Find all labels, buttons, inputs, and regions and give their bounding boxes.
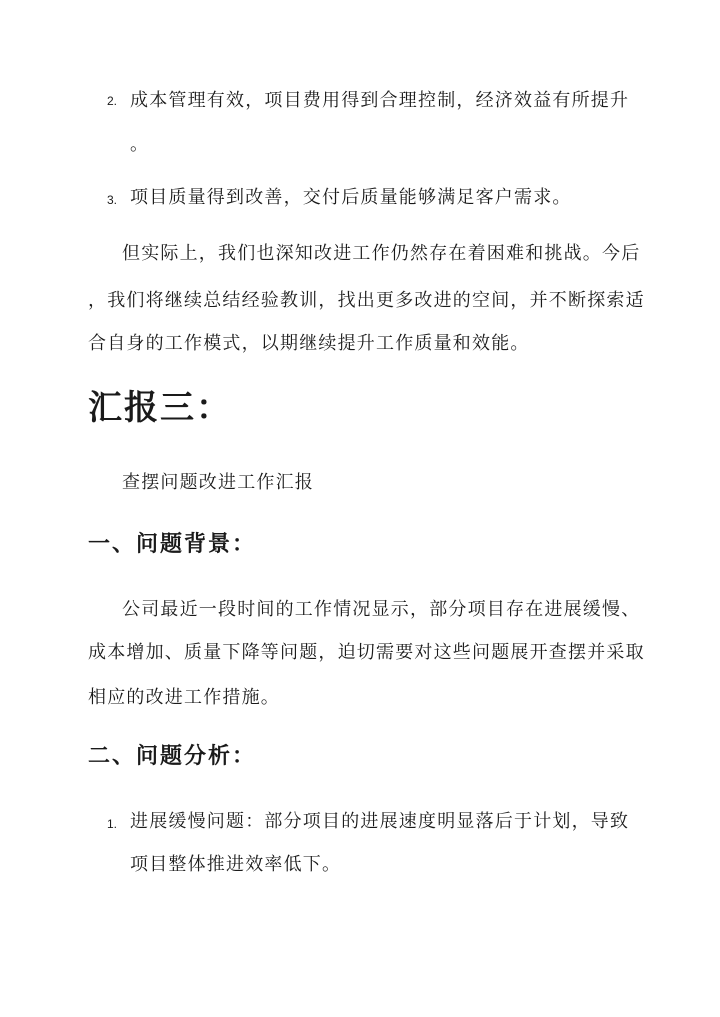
section-heading: 二、问题分析：	[88, 744, 257, 769]
list-number: 1.	[107, 817, 118, 831]
list-item-text: 成本管理有效，项目费用得到合理控制，经济效益有所提升	[130, 90, 630, 111]
paragraph-line: 相应的改进工作措施。	[88, 687, 280, 708]
report-heading: 汇报三：	[88, 388, 232, 428]
paragraph-line: 但实际上，我们也深知改进工作仍然存在着困难和挑战。今后	[122, 243, 641, 264]
list-number: 3.	[107, 193, 118, 207]
paragraph-line: 成本增加、质量下降等问题，迫切需要对这些问题展开查摆并采取	[88, 642, 645, 663]
report-subtitle: 查摆问题改进工作汇报	[122, 472, 314, 493]
list-number: 2.	[107, 94, 118, 108]
paragraph-line: 合自身的工作模式，以期继续提升工作质量和效能。	[88, 333, 530, 354]
list-item-text-continuation: 。	[130, 134, 150, 155]
section-heading: 一、问题背景：	[88, 532, 257, 557]
paragraph-line: ，我们将继续总结经验教训，找出更多改进的空间，并不断探索适	[88, 290, 645, 311]
list-item-text: 项目质量得到改善，交付后质量能够满足客户需求。	[130, 187, 572, 208]
list-item-text: 进展缓慢问题：部分项目的进展速度明显落后于计划，导致	[130, 811, 630, 832]
list-item-text-continuation: 项目整体推进效率低下。	[130, 854, 342, 875]
paragraph-line: 公司最近一段时间的工作情况显示，部分项目存在进展缓慢、	[122, 599, 641, 620]
